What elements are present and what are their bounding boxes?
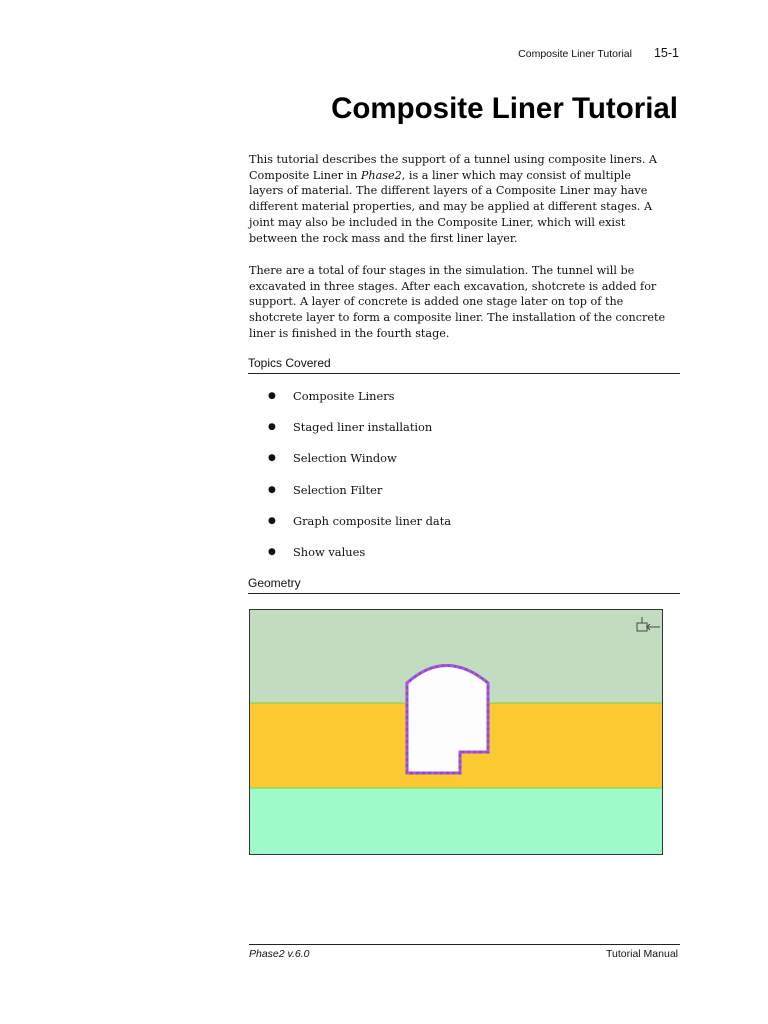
stages-line: shotcrete layer to form a composite liner. The installation of the concrete [249, 311, 666, 325]
page-number: 15-1 [653, 46, 679, 60]
stages-line: excavated in three stages. After each excavation, shotcrete is added for [249, 279, 657, 293]
bullet-icon: ● [268, 391, 276, 401]
intro-text: Composite Liner in [249, 168, 361, 182]
footer-manual-name: Tutorial Manual [606, 948, 678, 960]
list-item-label: Composite Liners [293, 389, 395, 403]
list-item [268, 451, 451, 482]
intro-line: This tutorial describes the support of a tunnel using composite liners. A [249, 153, 658, 166]
footer-version: Phase2 v.6.0 [249, 948, 310, 960]
product-name: Phase2 [360, 168, 402, 182]
intro-text: , is a liner which may consist of multiple [401, 168, 631, 182]
intro-paragraph [249, 152, 689, 246]
list-item [268, 545, 451, 576]
topics-list [268, 389, 451, 576]
topics-heading: Topics Covered [248, 356, 680, 374]
intro-line: between the rock mass and the first liner layer. [249, 231, 518, 245]
list-item [268, 483, 451, 514]
list-item-label: Selection Filter [293, 482, 383, 497]
stages-line: support. A layer of concrete is added one stage later on top of the [249, 295, 624, 309]
page-title: Composite Liner Tutorial [331, 92, 678, 125]
geometry-figure [249, 609, 663, 855]
bullet-icon: ● [268, 422, 276, 433]
list-item-label: Graph composite liner data [293, 513, 452, 528]
bullet-icon: ● [268, 453, 276, 464]
stages-paragraph [249, 263, 689, 342]
list-item-label: Show values [293, 544, 366, 559]
footer-rule [249, 944, 680, 945]
stages-line: liner is finished in the fourth stage. [249, 326, 450, 340]
bullet-icon: ● [268, 515, 276, 526]
list-item [268, 514, 451, 545]
intro-line: joint may also be included in the Composite Liner, which will exist [249, 215, 626, 229]
intro-line: layers of material. The different layers of a Composite Liner may have [249, 184, 648, 198]
bullet-icon: ● [268, 484, 276, 495]
geometry-model-svg [250, 610, 663, 855]
intro-line: different material properties, and may be applied at different stages. A [249, 200, 653, 214]
list-item-label: Selection Window [293, 451, 397, 466]
bottom-rock-layer [250, 788, 663, 855]
running-title: Composite Liner Tutorial [518, 48, 632, 60]
list-item [268, 389, 451, 420]
geometry-heading: Geometry [248, 576, 680, 594]
list-item [268, 420, 451, 451]
intro-line [249, 168, 689, 184]
stages-line: There are a total of four stages in the simulation. The tunnel will be [249, 264, 635, 277]
list-item-label: Staged liner installation [293, 420, 433, 435]
running-header [518, 46, 679, 60]
bullet-icon: ● [268, 546, 276, 557]
